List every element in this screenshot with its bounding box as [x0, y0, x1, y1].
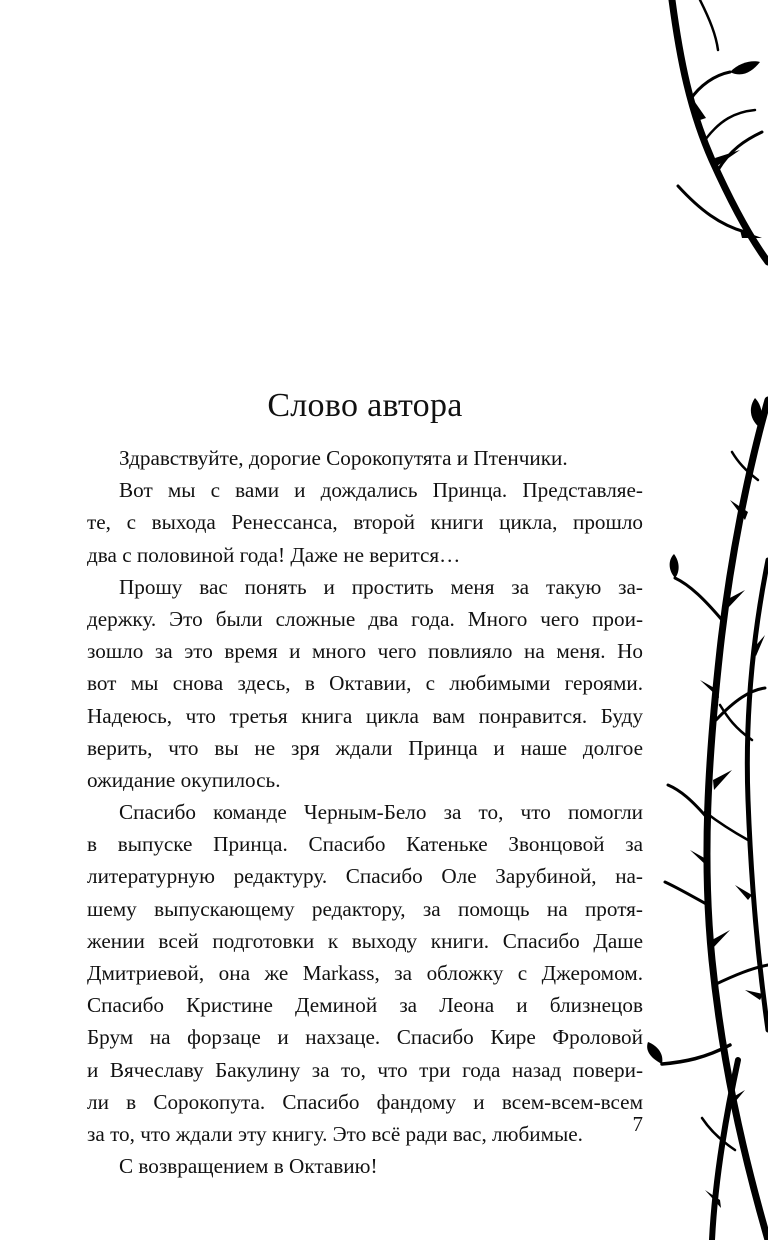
page-number: 7 [632, 1112, 643, 1136]
text-line: Спасибо Кристине Деминой за Леона и близнецов [87, 993, 643, 1018]
text-line: верить, что вы не зря ждали Принца и наше долгое [87, 735, 643, 760]
text-line: жении всей подготовки к выходу книги. Спасибо Даше [87, 928, 643, 953]
text-line: в выпуске Принца. Спасибо Катеньке Звонцовой за [87, 832, 643, 857]
text-line: ли в Сорокопута. Спасибо фандому и всем-всем-всем [87, 1089, 643, 1114]
text-line: Здравствуйте, дорогие Сорокопутята и Птенчики. [119, 446, 568, 470]
text-line: Спасибо команде Черным-Бело за то, что помогли [119, 800, 643, 825]
text-line: литературную редактуру. Спасибо Оле Зарубиной, на- [87, 864, 643, 889]
text-line: ожидание окупилось. [87, 767, 281, 792]
text-line: С возвращением в Октавию! [119, 1154, 378, 1179]
text-line: те, с выхода Ренессанса, второй книги цикла, прошло [87, 510, 643, 535]
text-line: Надеюсь, что третья книга цикла вам понравится. Буду [87, 703, 643, 728]
text-line: два с половиной года! Даже не верится… [87, 542, 461, 567]
text-line: и Вячеславу Бакулину за то, что три года назад повери- [87, 1057, 643, 1082]
text-line: Брум на форзаце и нахзаце. Спасибо Кире Фроловой [87, 1025, 643, 1050]
text-line: вот мы снова здесь, в Октавии, с любимыми героями. [87, 671, 643, 696]
text-line: за то, что ждали эту книгу. Это всё ради вас, любимые. [87, 1121, 583, 1146]
text-line: Прошу вас понять и простить меня за такую за- [119, 574, 643, 599]
text-line: шему выпускающему редактору, за помощь на протя- [87, 896, 643, 921]
text-line: Вот мы с вами и дождались Принца. Представляе- [119, 478, 643, 503]
foreword-text [87, 442, 643, 1182]
text-line: держку. Это были сложные два года. Много чего прои- [87, 606, 643, 631]
chapter-title: Слово автора [267, 387, 463, 424]
text-line: Дмитриевой, она же Markass, за обложку с Джеромом. [87, 961, 643, 985]
text-line: зошло за это время и много чего повлияло на меня. Но [87, 639, 643, 664]
